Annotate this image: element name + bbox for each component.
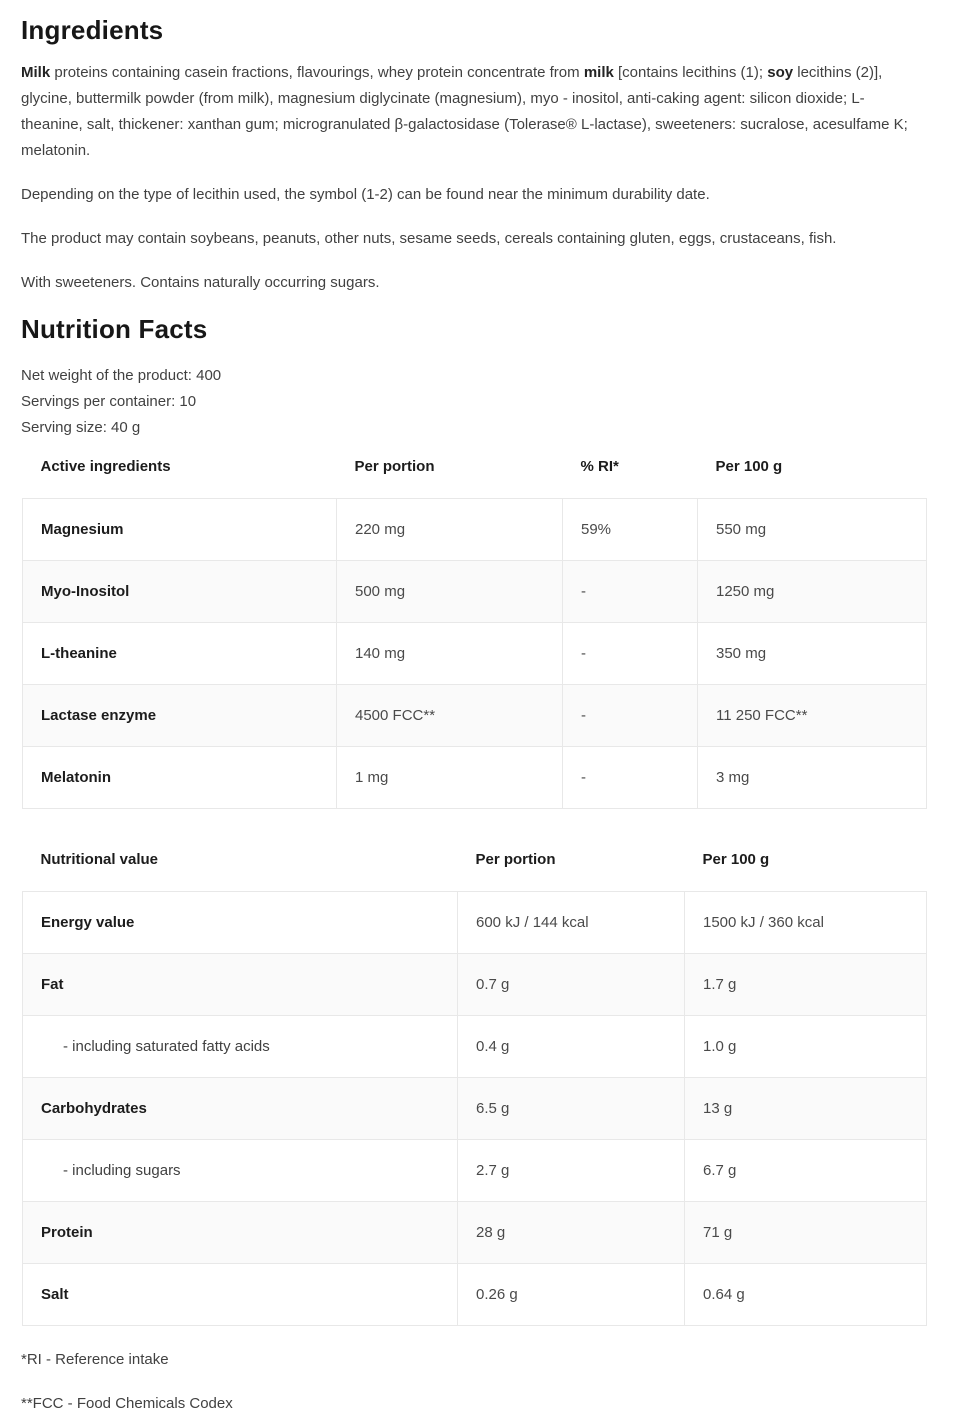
ingredients-paragraph bbox=[21, 60, 925, 164]
per-portion-value: 0.4 g bbox=[458, 1016, 685, 1078]
ingredient-name: Magnesium bbox=[23, 499, 337, 561]
ingredient-name: L-theanine bbox=[23, 623, 337, 685]
per-100g-value: 13 g bbox=[685, 1078, 927, 1140]
table-row-lactase-enzyme bbox=[23, 685, 927, 747]
per-portion-value: 2.7 g bbox=[458, 1140, 685, 1202]
column-header-nutritional-value: Nutritional value bbox=[40, 851, 159, 868]
ri-value: - bbox=[563, 561, 698, 623]
column-header-per-portion: Per portion bbox=[354, 458, 435, 475]
per-portion-value: 1 mg bbox=[337, 747, 563, 809]
ingredients-heading: Ingredients bbox=[21, 15, 164, 45]
lecithin-note: Depending on the type of lecithin used, the symbol (1-2) can be found near the minimum durability date. bbox=[21, 186, 710, 203]
ingredient-name: Melatonin bbox=[23, 747, 337, 809]
nutrient-name: Protein bbox=[23, 1202, 458, 1264]
active-ingredients-table bbox=[22, 453, 927, 809]
per-portion-value: 6.5 g bbox=[458, 1078, 685, 1140]
table-row-protein bbox=[23, 1202, 927, 1264]
column-header-per-100g: Per 100 g bbox=[715, 458, 783, 475]
per-100g-value: 11 250 FCC** bbox=[698, 685, 927, 747]
per-100g-value: 3 mg bbox=[698, 747, 927, 809]
table-row-sugars bbox=[23, 1140, 927, 1202]
bold-soy-allergen: soy bbox=[767, 64, 794, 81]
column-header-active-ingredients: Active ingredients bbox=[40, 458, 171, 475]
net-weight-line: Net weight of the product: 400 bbox=[21, 367, 222, 384]
nutrient-name: Fat bbox=[23, 954, 458, 1016]
per-portion-value: 4500 FCC** bbox=[337, 685, 563, 747]
nutrient-name: Energy value bbox=[23, 892, 458, 954]
ri-value: - bbox=[563, 747, 698, 809]
footnote-fcc: **FCC - Food Chemicals Codex bbox=[21, 1395, 233, 1412]
column-header-ri: % RI* bbox=[580, 458, 619, 475]
table-row-fat bbox=[23, 954, 927, 1016]
ingredients-text-2: [contains lecithins (1); bbox=[613, 64, 768, 81]
per-100g-value: 1.7 g bbox=[685, 954, 927, 1016]
active-ingredients-header-row bbox=[23, 453, 927, 499]
ri-value: - bbox=[563, 623, 698, 685]
per-portion-value: 220 mg bbox=[337, 499, 563, 561]
serving-size-line: Serving size: 40 g bbox=[21, 419, 141, 436]
table-row-energy-value bbox=[23, 892, 927, 954]
per-portion-value: 28 g bbox=[458, 1202, 685, 1264]
sweetener-note: With sweeteners. Contains naturally occurring sugars. bbox=[21, 274, 380, 291]
nutrition-facts-heading: Nutrition Facts bbox=[21, 314, 208, 344]
column-header-per-100g: Per 100 g bbox=[702, 851, 770, 868]
ingredient-name: Lactase enzyme bbox=[23, 685, 337, 747]
per-100g-value: 1.0 g bbox=[685, 1016, 927, 1078]
table-row-saturated-fatty-acids bbox=[23, 1016, 927, 1078]
table-row-myo-inositol bbox=[23, 561, 927, 623]
ingredient-name: Myo-Inositol bbox=[23, 561, 337, 623]
bold-milk-source: milk bbox=[583, 64, 614, 81]
servings-per-container-line: Servings per container: 10 bbox=[21, 393, 197, 410]
per-100g-value: 1500 kJ / 360 kcal bbox=[685, 892, 927, 954]
per-portion-value: 0.7 g bbox=[458, 954, 685, 1016]
per-100g-value: 0.64 g bbox=[685, 1264, 927, 1326]
per-portion-value: 140 mg bbox=[337, 623, 563, 685]
table-row-magnesium bbox=[23, 499, 927, 561]
per-portion-value: 0.26 g bbox=[458, 1264, 685, 1326]
per-portion-value: 500 mg bbox=[337, 561, 563, 623]
nutrient-name: - including sugars bbox=[23, 1140, 458, 1202]
per-100g-value: 1250 mg bbox=[698, 561, 927, 623]
per-portion-value: 600 kJ / 144 kcal bbox=[458, 892, 685, 954]
per-100g-value: 350 mg bbox=[698, 623, 927, 685]
per-100g-value: 71 g bbox=[685, 1202, 927, 1264]
serving-info bbox=[21, 363, 925, 441]
nutritional-value-table bbox=[22, 846, 927, 1326]
ri-value: 59% bbox=[563, 499, 698, 561]
table-row-l-theanine bbox=[23, 623, 927, 685]
per-100g-value: 6.7 g bbox=[685, 1140, 927, 1202]
table-row-melatonin bbox=[23, 747, 927, 809]
nutrient-name: - including saturated fatty acids bbox=[23, 1016, 458, 1078]
footnote-ri: *RI - Reference intake bbox=[21, 1351, 169, 1368]
table-row-carbohydrates bbox=[23, 1078, 927, 1140]
nutrient-name: Carbohydrates bbox=[23, 1078, 458, 1140]
table-row-salt bbox=[23, 1264, 927, 1326]
ingredients-text-3: lecithins (2)], glycine, buttermilk powder (from milk), magnesium diglycinate (magnesium), myo - inositol, anti-caking agent: silicon dioxide; L-theanine, salt, thickener: xanthan gum; microgranulated β-galactosidase (Tolerase® L-lactase), sweeteners: sucralose, acesulfame K; melatonin. bbox=[21, 64, 908, 159]
per-100g-value: 550 mg bbox=[698, 499, 927, 561]
bold-milk-allergen: Milk bbox=[21, 64, 51, 81]
ri-value: - bbox=[563, 685, 698, 747]
allergen-note: The product may contain soybeans, peanuts, other nuts, sesame seeds, cereals containing gluten, eggs, crustaceans, fish. bbox=[21, 230, 837, 247]
nutrient-name: Salt bbox=[23, 1264, 458, 1326]
nutritional-value-header-row bbox=[23, 846, 927, 892]
ingredients-text-1: proteins containing casein fractions, flavourings, whey protein concentrate from bbox=[50, 64, 584, 81]
column-header-per-portion: Per portion bbox=[475, 851, 556, 868]
